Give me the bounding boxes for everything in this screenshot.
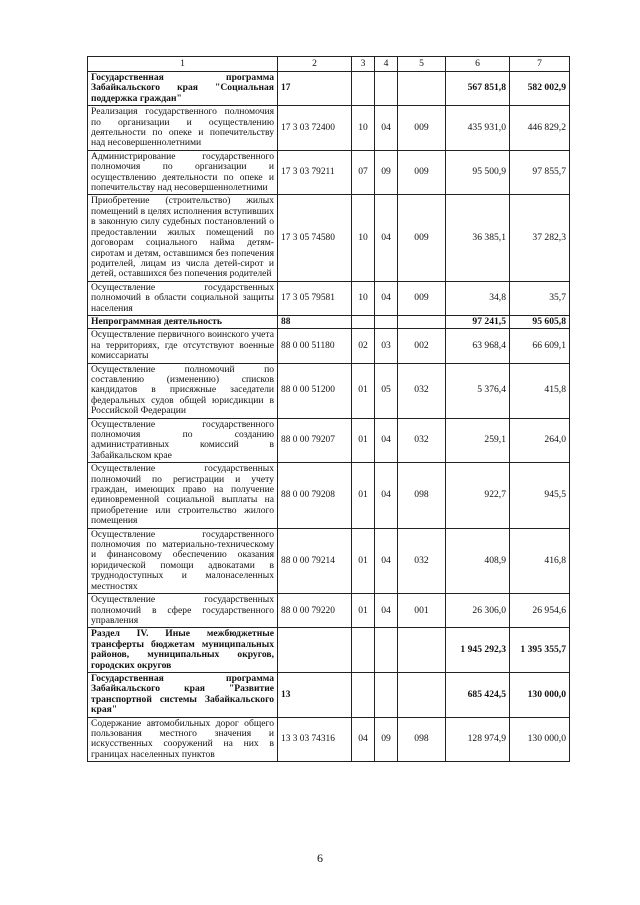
row-code-cell: 17 3 05 74580	[278, 195, 352, 281]
row-subsection-cell: 04	[375, 463, 398, 528]
row-name-cell: Непрограммная деятельность	[88, 315, 278, 328]
row-value-2022-cell: 130 000,0	[510, 672, 570, 717]
row-name-cell: Осуществление государственного полномочия по материально-техническому и финансовому обеспечению оказания юридической помощи адвокатами в труднодоступных и малонаселенных местностях	[88, 528, 278, 593]
row-value-2021-cell: 922,7	[446, 463, 510, 528]
row-kvr-cell	[398, 315, 446, 328]
column-header-6: 6	[446, 57, 510, 72]
row-subsection-cell: 05	[375, 363, 398, 418]
row-section-cell: 10	[352, 106, 375, 151]
table-row	[88, 195, 570, 281]
column-header-4: 4	[375, 57, 398, 72]
row-name-cell: Реализация государственного полномочия по организации и осуществлению деятельности по опеке и попечительству над несовершеннолетними	[88, 106, 278, 151]
row-section-cell: 10	[352, 281, 375, 315]
row-value-2021-cell: 567 851,8	[446, 72, 510, 106]
row-value-2022-cell: 97 855,7	[510, 150, 570, 195]
budget-table	[87, 56, 570, 762]
row-kvr-cell	[398, 72, 446, 106]
row-subsection-cell: 09	[375, 717, 398, 762]
row-kvr-cell: 009	[398, 281, 446, 315]
row-value-2022-cell: 1 395 355,7	[510, 628, 570, 673]
table-row	[88, 594, 570, 628]
row-kvr-cell: 032	[398, 528, 446, 593]
row-value-2021-cell: 685 424,5	[446, 672, 510, 717]
row-subsection-cell	[375, 672, 398, 717]
row-value-2021-cell: 435 931,0	[446, 106, 510, 151]
row-section-cell: 04	[352, 717, 375, 762]
row-kvr-cell: 098	[398, 463, 446, 528]
table-row	[88, 528, 570, 593]
row-value-2021-cell: 1 945 292,3	[446, 628, 510, 673]
row-name-cell: Осуществление государственных полномочий в области социальной защиты населения	[88, 281, 278, 315]
row-value-2022-cell: 264,0	[510, 418, 570, 463]
row-kvr-cell: 032	[398, 418, 446, 463]
row-subsection-cell: 04	[375, 281, 398, 315]
row-code-cell: 13	[278, 672, 352, 717]
row-value-2021-cell: 95 500,9	[446, 150, 510, 195]
table-row	[88, 315, 570, 328]
row-subsection-cell: 03	[375, 329, 398, 363]
table-row	[88, 72, 570, 106]
row-value-2021-cell: 128 974,9	[446, 717, 510, 762]
row-value-2022-cell: 37 282,3	[510, 195, 570, 281]
row-kvr-cell: 009	[398, 150, 446, 195]
row-code-cell: 88 0 00 79208	[278, 463, 352, 528]
row-code-cell: 13 3 03 74316	[278, 717, 352, 762]
row-code-cell	[278, 628, 352, 673]
row-name-cell: Государственная программа Забайкальского края "Развитие транспортной системы Забайкальского края"	[88, 672, 278, 717]
table-row	[88, 418, 570, 463]
column-header-2: 2	[278, 57, 352, 72]
row-name-cell: Приобретение (строительство) жилых помещений в целях исполнения вступивших в законную силу судебных постановлений о предоставлении жилых помещений по договорам социального найма детям-сиротам и детям, оставшимся без попечения родителей, лицам из числа детей-сирот и детей, оставшихся без попечения родителей	[88, 195, 278, 281]
row-kvr-cell: 001	[398, 594, 446, 628]
row-name-cell: Осуществление государственных полномочий в сфере государственного управления	[88, 594, 278, 628]
row-code-cell: 17 3 03 72400	[278, 106, 352, 151]
table-row	[88, 329, 570, 363]
row-kvr-cell: 032	[398, 363, 446, 418]
row-code-cell: 88	[278, 315, 352, 328]
row-section-cell	[352, 672, 375, 717]
row-section-cell: 02	[352, 329, 375, 363]
row-subsection-cell	[375, 315, 398, 328]
row-section-cell: 01	[352, 418, 375, 463]
row-value-2021-cell: 63 968,4	[446, 329, 510, 363]
row-subsection-cell	[375, 72, 398, 106]
row-value-2021-cell: 26 306,0	[446, 594, 510, 628]
row-value-2021-cell: 259,1	[446, 418, 510, 463]
row-value-2022-cell: 35,7	[510, 281, 570, 315]
row-name-cell: Содержание автомобильных дорог общего пользования местного значения и искусственных сооружений на них в границах населенных пунктов	[88, 717, 278, 762]
row-subsection-cell: 09	[375, 150, 398, 195]
row-code-cell: 88 0 00 51180	[278, 329, 352, 363]
column-header-1: 1	[88, 57, 278, 72]
table-row	[88, 717, 570, 762]
row-kvr-cell	[398, 672, 446, 717]
row-value-2021-cell: 97 241,5	[446, 315, 510, 328]
row-value-2022-cell: 945,5	[510, 463, 570, 528]
row-value-2022-cell: 26 954,6	[510, 594, 570, 628]
row-value-2021-cell: 408,9	[446, 528, 510, 593]
row-section-cell: 01	[352, 363, 375, 418]
row-kvr-cell	[398, 628, 446, 673]
column-header-3: 3	[352, 57, 375, 72]
row-code-cell: 17 3 03 79211	[278, 150, 352, 195]
row-code-cell: 17 3 05 79581	[278, 281, 352, 315]
row-value-2022-cell: 130 000,0	[510, 717, 570, 762]
table-row	[88, 106, 570, 151]
row-subsection-cell	[375, 628, 398, 673]
row-name-cell: Осуществление государственного полномочия по созданию административных комиссий в Забайкальском крае	[88, 418, 278, 463]
table-row	[88, 672, 570, 717]
row-value-2022-cell: 446 829,2	[510, 106, 570, 151]
row-value-2022-cell: 416,8	[510, 528, 570, 593]
row-section-cell: 10	[352, 195, 375, 281]
row-value-2021-cell: 34,8	[446, 281, 510, 315]
table-row	[88, 281, 570, 315]
row-value-2022-cell: 66 609,1	[510, 329, 570, 363]
row-value-2022-cell: 415,8	[510, 363, 570, 418]
row-code-cell: 88 0 00 51200	[278, 363, 352, 418]
row-section-cell: 01	[352, 463, 375, 528]
row-name-cell: Осуществление государственных полномочий по регистрации и учету граждан, имеющих право на получение единовременной социальной выплаты на приобретение или строительство жилого помещения	[88, 463, 278, 528]
row-name-cell: Осуществление первичного воинского учета на территориях, где отсутствуют военные комиссариаты	[88, 329, 278, 363]
row-section-cell: 07	[352, 150, 375, 195]
row-value-2022-cell: 582 002,9	[510, 72, 570, 106]
row-name-cell: Государственная программа Забайкальского края "Социальная поддержка граждан"	[88, 72, 278, 106]
row-value-2021-cell: 36 385,1	[446, 195, 510, 281]
row-subsection-cell: 04	[375, 418, 398, 463]
row-code-cell: 88 0 00 79207	[278, 418, 352, 463]
table-row	[88, 628, 570, 673]
row-name-cell: Раздел IV. Иные межбюджетные трансферты бюджетам муниципальных районов, муниципальных округов, городских округов	[88, 628, 278, 673]
row-section-cell: 01	[352, 594, 375, 628]
header-row	[88, 57, 570, 72]
row-subsection-cell: 04	[375, 528, 398, 593]
row-kvr-cell: 009	[398, 195, 446, 281]
row-kvr-cell: 002	[398, 329, 446, 363]
column-header-5: 5	[398, 57, 446, 72]
row-code-cell: 88 0 00 79214	[278, 528, 352, 593]
table-body	[88, 72, 570, 762]
row-subsection-cell: 04	[375, 594, 398, 628]
row-name-cell: Осуществление полномочий по составлению (изменению) списков кандидатов в присяжные заседатели федеральных судов общей юрисдикции в Российской Федерации	[88, 363, 278, 418]
row-subsection-cell: 04	[375, 106, 398, 151]
table-row	[88, 463, 570, 528]
row-section-cell	[352, 72, 375, 106]
row-section-cell: 01	[352, 528, 375, 593]
table-row	[88, 150, 570, 195]
row-kvr-cell: 098	[398, 717, 446, 762]
row-code-cell: 88 0 00 79220	[278, 594, 352, 628]
row-kvr-cell: 009	[398, 106, 446, 151]
row-subsection-cell: 04	[375, 195, 398, 281]
row-section-cell	[352, 315, 375, 328]
row-value-2022-cell: 95 605,8	[510, 315, 570, 328]
row-code-cell: 17	[278, 72, 352, 106]
table-row	[88, 363, 570, 418]
page-number: 6	[317, 851, 323, 865]
row-section-cell	[352, 628, 375, 673]
row-name-cell: Администрирование государственного полномочия по организации и осуществлению деятельности по опеке и попечительству над несовершеннолетними	[88, 150, 278, 195]
row-value-2021-cell: 5 376,4	[446, 363, 510, 418]
column-header-7: 7	[510, 57, 570, 72]
